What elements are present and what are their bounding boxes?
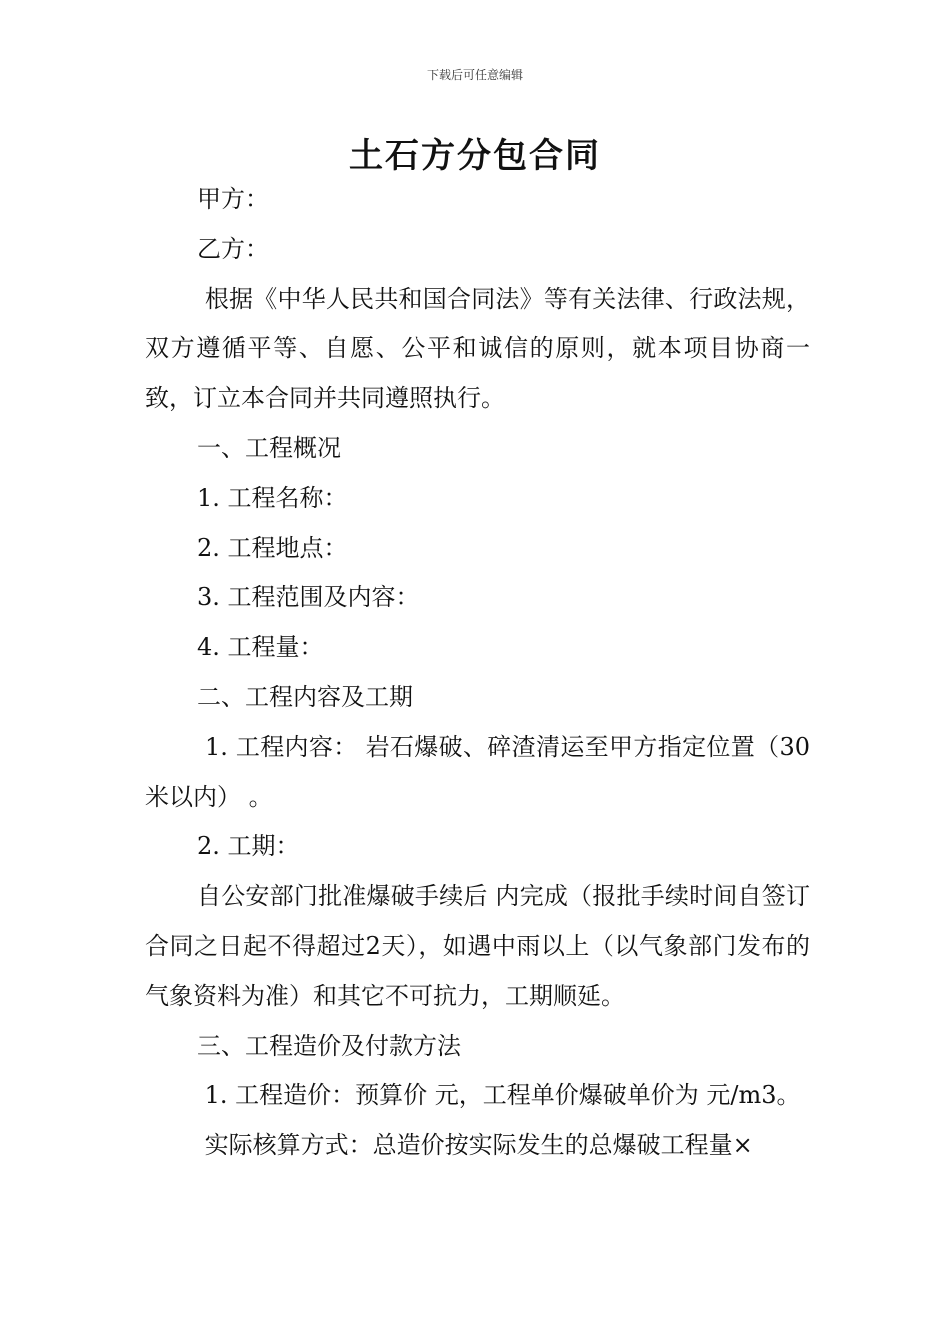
project-cost-item: 1. 工程造价：预算价 元，工程单价爆破单价为 元/m3。 [197,1081,801,1110]
project-quantity-item: 4. 工程量： [197,633,324,662]
preamble-paragraph: 根据《中华人民共和国合同法》等有关法律、行政法规，双方遵循平等、自愿、公平和诚信的原则，就本项目协商一致，订立本合同并共同遵照执行。 [145,284,810,413]
project-name-item: 1. 工程名称： [197,483,348,512]
duration-paragraph: 自公安部门批准爆破手续后 内完成（报批手续时间自签订合同之日起不得超过2天），如遇中雨以上（以气象部门发布的气象资料为准）和其它不可抗力，工期顺延。 [145,882,810,1010]
document-body [145,175,810,1171]
party-b-line: 乙方： [197,234,269,263]
settlement-method-paragraph: 实际核算方式：总造价按实际发生的总爆破工程量× [197,1131,753,1160]
section-heading-2: 二、工程内容及工期 [197,682,413,711]
duration-item: 2. 工期： [197,832,300,861]
project-location-item: 2. 工程地点： [197,533,348,562]
party-a-line: 甲方： [197,185,269,213]
work-content-item: 1. 工程内容： 岩石爆破、碎渣清运至甲方指定位置（30米以内） 。 [145,732,810,811]
page-header-note: 下载后可任意编辑 [426,68,523,82]
document-title: 土石方分包合同 [349,136,601,176]
section-heading-3: 三、工程造价及付款方法 [197,1031,461,1060]
project-scope-item: 3. 工程范围及内容： [197,583,420,612]
section-heading-1: 一、工程概况 [197,433,341,462]
